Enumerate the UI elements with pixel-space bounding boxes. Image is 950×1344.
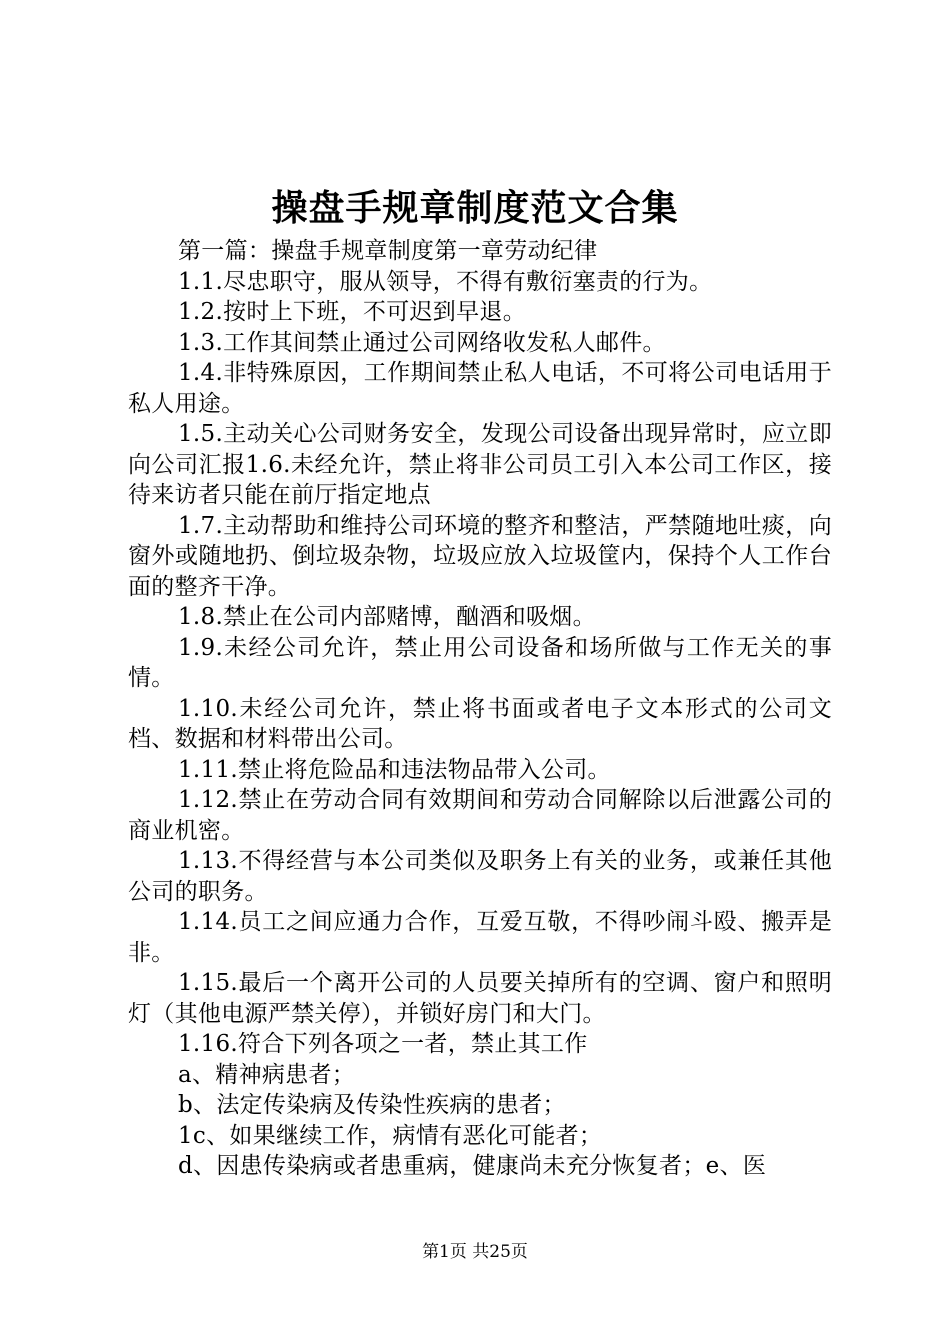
document-title: 操盘手规章制度范文合集: [271, 187, 679, 229]
paragraph: 1.10.未经公司允许，禁止将书面或者电子文本形式的公司文档、数据和材料带出公司。: [128, 695, 832, 752]
paragraph: 1.16.符合下列各项之一者，禁止其工作: [178, 1031, 588, 1057]
document-body: [128, 236, 832, 1182]
page-footer: 第1页 共25页: [422, 1242, 528, 1262]
paragraph: 1.4.非特殊原因，工作期间禁止私人电话，不可将公司电话用于私人用途。: [128, 360, 832, 417]
paragraph: d、因患传染病或者患重病，健康尚未充分恢复者；e、医: [178, 1153, 767, 1179]
paragraph: a、精神病患者；: [178, 1061, 356, 1088]
paragraph: 1.14.员工之间应通力合作，互爱互敬，不得吵闹斗殴、搬弄是非。: [128, 909, 832, 966]
paragraph: 1.5.主动关心公司财务安全，发现公司设备出现异常时，应立即向公司汇报1.6.未经允许，禁止将非公司员工引入本公司工作区，接待来访者只能在前厅指定地点: [128, 421, 832, 508]
paragraph: 1.13.不得经营与本公司类似及职务上有关的业务，或兼任其他公司的职务。: [128, 848, 832, 905]
paragraph: 1.15.最后一个离开公司的人员要关掉所有的空调、窗户和照明灯（其他电源严禁关停），并锁好房门和大门。: [128, 970, 832, 1027]
paragraph: 第一篇：操盘手规章制度第一章劳动纪律: [178, 238, 598, 264]
paragraph: 1c、如果继续工作，病情有恶化可能者；: [178, 1122, 603, 1149]
paragraph: b、法定传染病及传染性疾病的患者；: [178, 1092, 566, 1118]
paragraph: 1.7.主动帮助和维持公司环境的整齐和整洁，严禁随地吐痰，向窗外或随地扔、倒垃圾杂物，垃圾应放入垃圾筐内，保持个人工作台面的整齐干净。: [128, 512, 832, 600]
paragraph: 1.9.未经公司允许，禁止用公司设备和场所做与工作无关的事情。: [128, 634, 832, 691]
paragraph: 1.2.按时上下班，不可迟到早退。: [178, 299, 526, 325]
paragraph: 1.3.工作其间禁止通过公司网络收发私人邮件。: [178, 329, 666, 356]
paragraph: 1.12.禁止在劳动合同有效期间和劳动合同解除以后泄露公司的商业机密。: [128, 787, 832, 844]
paragraph: 1.8.禁止在公司内部赌博，酗酒和吸烟。: [178, 604, 596, 630]
paragraph: 1.11.禁止将危险品和违法物品带入公司。: [178, 756, 611, 783]
paragraph: 1.1.尽忠职守，服从领导，不得有敷衍塞责的行为。: [178, 268, 713, 295]
